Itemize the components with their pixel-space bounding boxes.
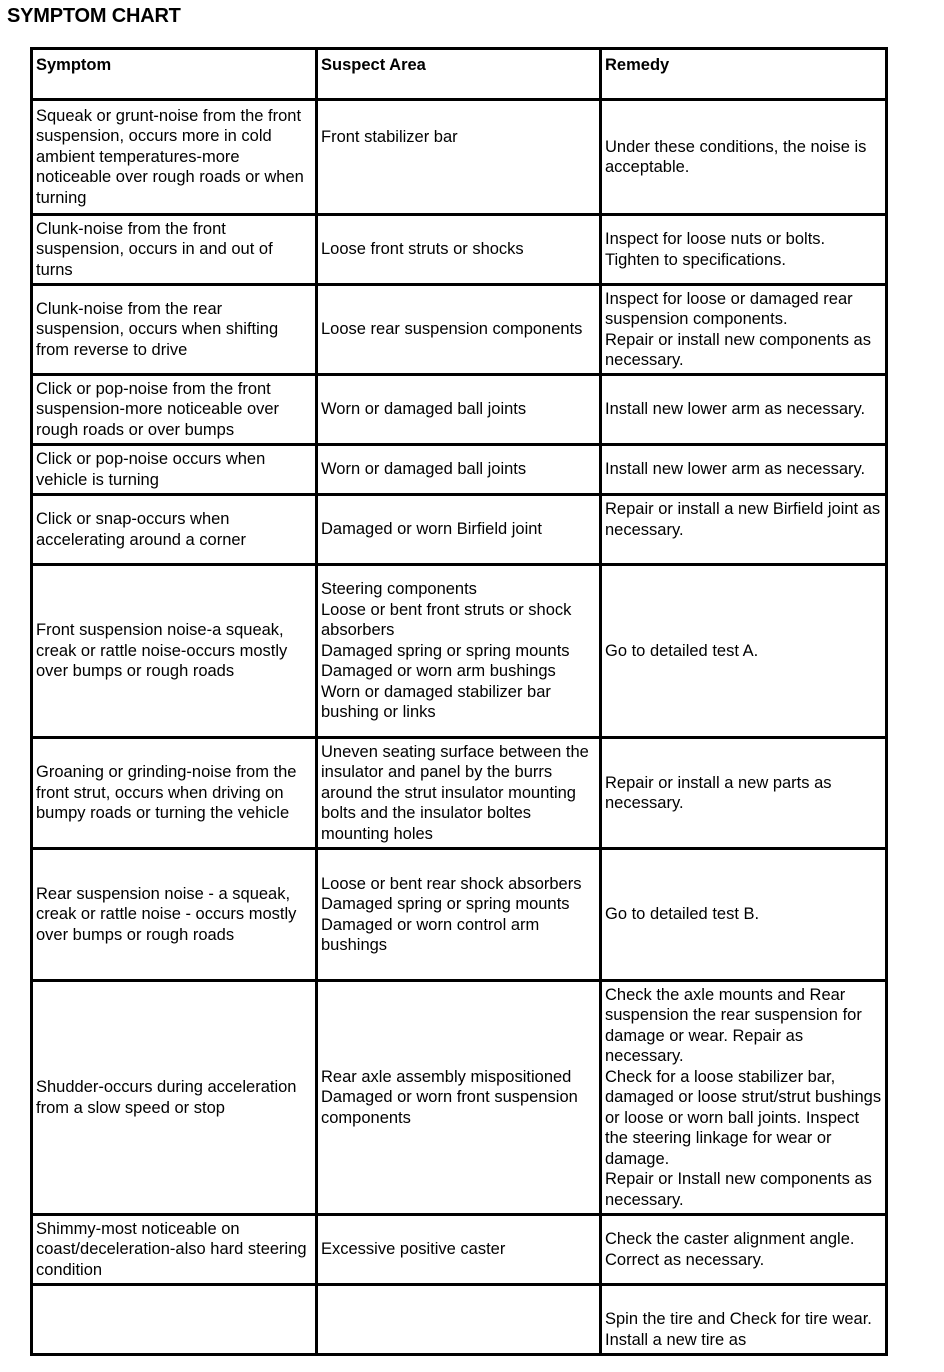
- suspect-area-cell: Loose front struts or shocks: [317, 215, 601, 285]
- symptom-cell: Click or pop-noise occurs when vehicle is turning: [32, 445, 317, 495]
- symptom-cell: Click or snap-occurs when accelerating around a corner: [32, 495, 317, 565]
- table-row: [32, 565, 887, 738]
- remedy-cell: Repair or install a new parts as necessary.: [601, 738, 887, 849]
- remedy-cell: Go to detailed test B.: [601, 849, 887, 981]
- header-remedy: Remedy: [601, 49, 887, 100]
- suspect-area-cell: Loose rear suspension components: [317, 285, 601, 375]
- table-row: [32, 100, 887, 215]
- remedy-cell: Check the axle mounts and Rear suspension the rear suspension for damage or wear. Repair as necessary. Check for a loose stabilizer bar, damaged or loose strut/strut bushings or loose or worn ball joints. Inspect the steering linkage for wear or damage. Repair or Install new components as necessary.: [601, 981, 887, 1215]
- suspect-area-cell: Front stabilizer bar: [317, 100, 601, 215]
- suspect-area-cell: [317, 1285, 601, 1355]
- symptom-cell: Clunk-noise from the rear suspension, occurs when shifting from reverse to drive: [32, 285, 317, 375]
- symptom-cell: Shimmy-most noticeable on coast/deceleration-also hard steering condition: [32, 1215, 317, 1285]
- remedy-cell: Go to detailed test A.: [601, 565, 887, 738]
- remedy-cell: Install new lower arm as necessary.: [601, 375, 887, 445]
- header-symptom: Symptom: [32, 49, 317, 100]
- table-row: [32, 738, 887, 849]
- remedy-cell: Inspect for loose or damaged rear suspension components. Repair or install new components as necessary.: [601, 285, 887, 375]
- symptom-cell: Shudder-occurs during acceleration from a slow speed or stop: [32, 981, 317, 1215]
- symptom-cell: Rear suspension noise - a squeak, creak or rattle noise - occurs mostly over bumps or rough roads: [32, 849, 317, 981]
- remedy-cell: Inspect for loose nuts or bolts. Tighten to specifications.: [601, 215, 887, 285]
- header-suspect-area: Suspect Area: [317, 49, 601, 100]
- symptom-cell: Groaning or grinding-noise from the front strut, occurs when driving on bumpy roads or turning the vehicle: [32, 738, 317, 849]
- symptom-cell: Front suspension noise-a squeak, creak or rattle noise-occurs mostly over bumps or rough roads: [32, 565, 317, 738]
- symptom-cell: Clunk-noise from the front suspension, occurs in and out of turns: [32, 215, 317, 285]
- remedy-cell: Spin the tire and Check for tire wear. Install a new tire as: [601, 1285, 887, 1355]
- table-row: [32, 445, 887, 495]
- suspect-area-cell: Excessive positive caster: [317, 1215, 601, 1285]
- symptom-cell: [32, 1285, 317, 1355]
- table-row: [32, 981, 887, 1215]
- symptom-cell: Click or pop-noise from the front suspension-more noticeable over rough roads or over bumps: [32, 375, 317, 445]
- table-row: [32, 285, 887, 375]
- symptom-cell: Squeak or grunt-noise from the front suspension, occurs more in cold ambient temperatures-more noticeable over rough roads or when turning: [32, 100, 317, 215]
- table-row: [32, 495, 887, 565]
- table-row: [32, 1285, 887, 1355]
- table-row: [32, 1215, 887, 1285]
- suspect-area-cell: Worn or damaged ball joints: [317, 445, 601, 495]
- symptom-chart-table: [30, 47, 888, 1356]
- remedy-cell: Repair or install a new Birfield joint as necessary.: [601, 495, 887, 565]
- suspect-area-cell: Steering components Loose or bent front struts or shock absorbers Damaged spring or spring mounts Damaged or worn arm bushings Worn or damaged stabilizer bar bushing or links: [317, 565, 601, 738]
- suspect-area-cell: Rear axle assembly mispositioned Damaged or worn front suspension components: [317, 981, 601, 1215]
- suspect-area-cell: Damaged or worn Birfield joint: [317, 495, 601, 565]
- table-header-row: [32, 49, 887, 100]
- page-title: SYMPTOM CHART: [7, 5, 181, 27]
- remedy-cell: Under these conditions, the noise is acceptable.: [601, 100, 887, 215]
- remedy-cell: Check the caster alignment angle. Correct as necessary.: [601, 1215, 887, 1285]
- table-row: [32, 849, 887, 981]
- table-row: [32, 375, 887, 445]
- suspect-area-cell: Uneven seating surface between the insulator and panel by the burrs around the strut insulator mounting bolts and the insulator boltes mounting holes: [317, 738, 601, 849]
- suspect-area-cell: Worn or damaged ball joints: [317, 375, 601, 445]
- table-row: [32, 215, 887, 285]
- suspect-area-cell: Loose or bent rear shock absorbers Damaged spring or spring mounts Damaged or worn control arm bushings: [317, 849, 601, 981]
- remedy-cell: Install new lower arm as necessary.: [601, 445, 887, 495]
